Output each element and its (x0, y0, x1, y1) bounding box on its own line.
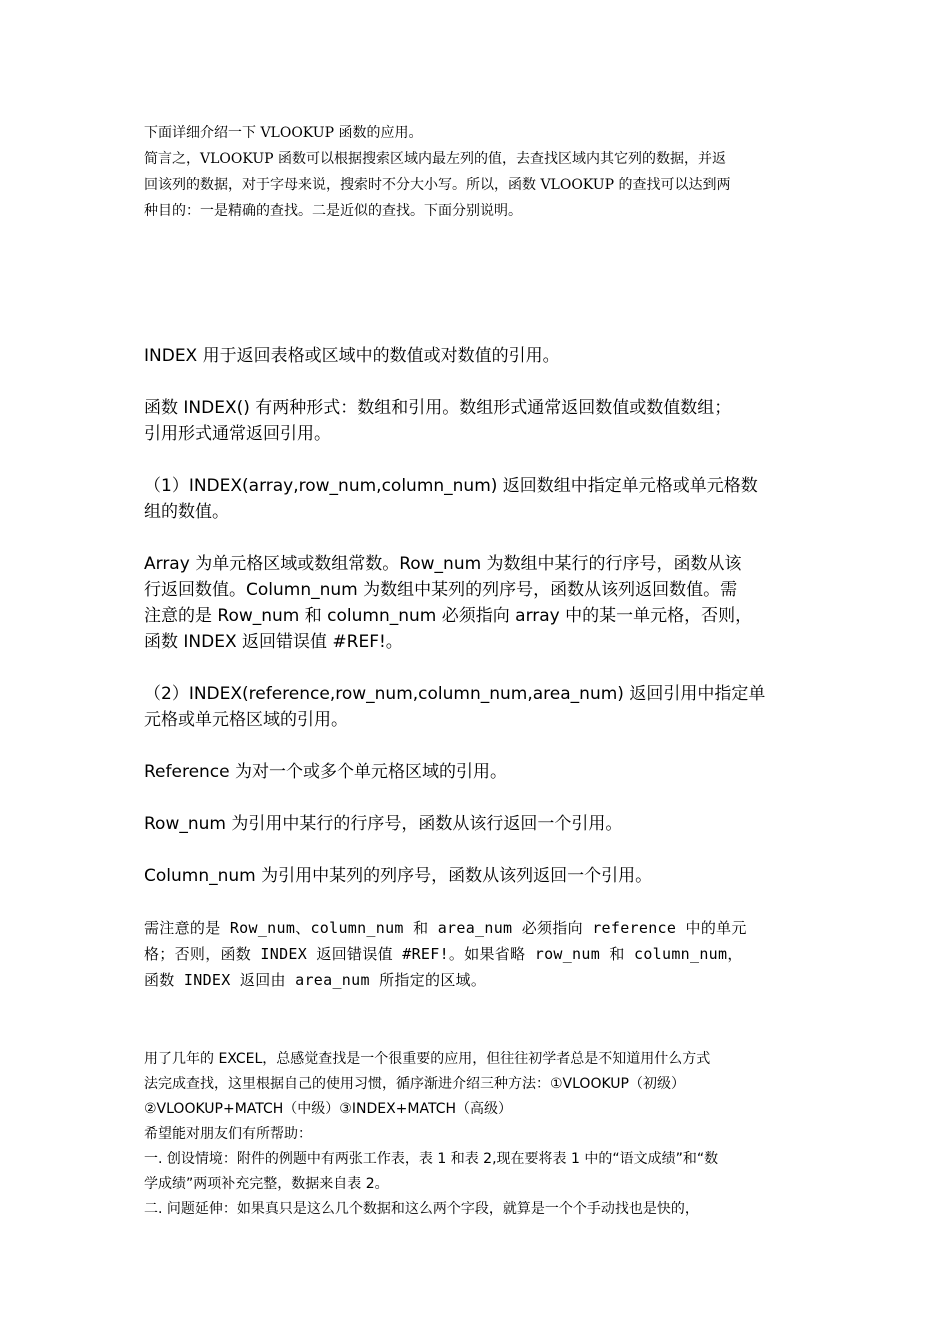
text-line: 回该列的数据，对于字母来说，搜索时不分大小写。所以，函数 VLOOKUP 的查找可以达到两 (144, 177, 731, 193)
index-function-section (144, 343, 808, 993)
lookup-methods-section (144, 1047, 808, 1222)
paragraph (144, 681, 808, 733)
text-line: 需注意的是 Row_num、column_num 和 area_num 必须指向 reference 中的单元 (144, 919, 747, 937)
paragraph (144, 343, 808, 369)
text-line: 格；否则，函数 INDEX 返回错误值 #REF!。如果省略 row_num 和 column_num， (144, 945, 743, 963)
text-line: Row_num 为引用中某行的行序号，函数从该行返回一个引用。 (144, 814, 623, 834)
text-line: 组的数值。 (144, 502, 229, 522)
paragraph (144, 395, 808, 447)
text-line: 希望能对朋友们有所帮助： (144, 1126, 312, 1142)
text-line: 函数 INDEX 返回错误值 #REF!。 (144, 632, 403, 652)
text-line: 函数 INDEX 返回由 area_num 所指定的区域。 (144, 971, 487, 989)
paragraph (144, 473, 808, 525)
text-line: 简言之，VLOOKUP 函数可以根据搜索区域内最左列的值，去查找区域内其它列的数据，并返 (144, 151, 726, 167)
text-line: 一. 创设情境：附件的例题中有两张工作表，表 1 和表 2,现在要将表 1 中的“语文成绩”和“数 (144, 1151, 719, 1167)
text-line: INDEX 用于返回表格或区域中的数值或对数值的引用。 (144, 346, 560, 366)
text-line: 引用形式通常返回引用。 (144, 424, 331, 444)
text-line: Array 为单元格区域或数组常数。Row_num 为数组中某行的行序号，函数从该 (144, 554, 742, 574)
text-line: 注意的是 Row_num 和 column_num 必须指向 array 中的某一单元格，否则， (144, 606, 753, 626)
text-line: 元格或单元格区域的引用。 (144, 710, 348, 730)
text-line: 法完成查找，这里根据自己的使用习惯，循序渐进介绍三种方法：①VLOOKUP（初级） (144, 1076, 685, 1092)
text-line: 二. 问题延伸：如果真只是这么几个数据和这么两个字段，就算是一个个手动找也是快的， (144, 1201, 699, 1217)
paragraph (144, 759, 808, 785)
text-line: （2）INDEX(reference,row_num,column_num,area_num) 返回引用中指定单 (144, 684, 766, 704)
text-line: 用了几年的 EXCEL，总感觉查找是一个很重要的应用，但往往初学者总是不知道用什么方式 (144, 1051, 711, 1067)
text-line: ②VLOOKUP+MATCH（中级）③INDEX+MATCH（高级） (144, 1101, 512, 1117)
paragraph (144, 915, 808, 993)
text-line: 下面详细介绍一下 VLOOKUP 函数的应用。 (144, 125, 423, 141)
text-line: 种目的：一是精确的查找。二是近似的查找。下面分别说明。 (144, 203, 522, 219)
paragraph (144, 863, 808, 889)
paragraph (144, 551, 808, 655)
vlookup-intro-section (144, 120, 808, 224)
text-line: 学成绩”两项补充完整，数据来自表 2。 (144, 1176, 389, 1192)
text-line: 行返回数值。Column_num 为数组中某列的列序号，函数从该列返回数值。需 (144, 580, 738, 600)
text-line: Reference 为对一个或多个单元格区域的引用。 (144, 762, 508, 782)
text-line: （1）INDEX(array,row_num,column_num) 返回数组中指定单元格或单元格数 (144, 476, 758, 496)
paragraph (144, 811, 808, 837)
text-line: Column_num 为引用中某列的列序号，函数从该列返回一个引用。 (144, 866, 653, 886)
text-line: 函数 INDEX() 有两种形式：数组和引用。数组形式通常返回数值或数值数组； (144, 398, 732, 418)
